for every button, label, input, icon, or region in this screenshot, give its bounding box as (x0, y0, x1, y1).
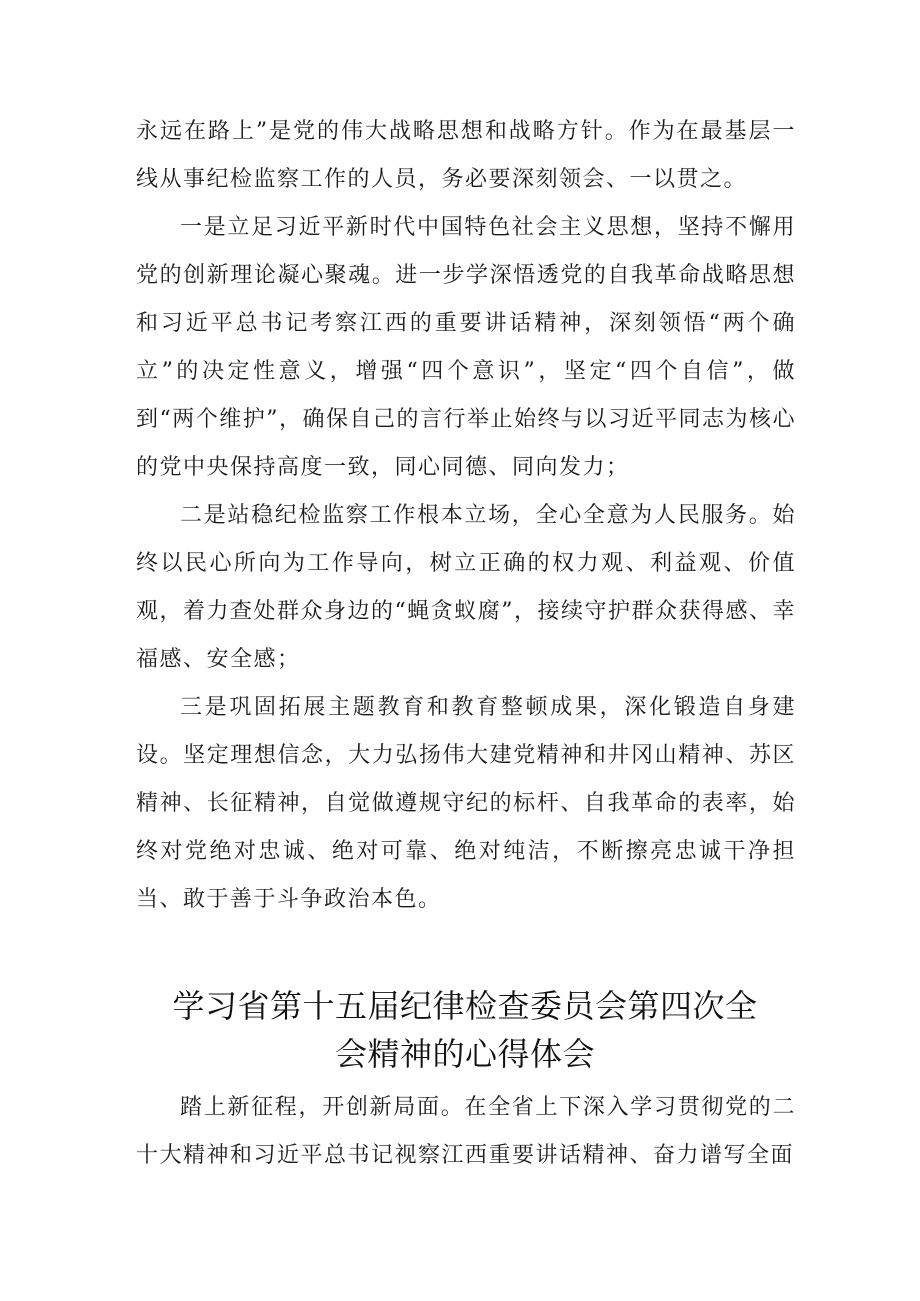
paragraph-point-one: 一是立足习近平新时代中国特色社会主义思想，坚持不懈用党的创新理论凝心聚魂。进一步学深悟透党的自我革命战略思想和习近平总书记考察江西的重要讲话精神，深刻领悟“两个确立”的决定性意义，增强“四个意识”，坚定“四个自信”，做到“两个维护”，确保自己的言行举止始终与以习近平同志为核心的党中央保持高度一致，同心同德、同向发力； (136, 215, 796, 480)
paragraph-point-two: 二是站稳纪检监察工作根本立场，全心全意为人民服务。始终以民心所向为工作导向，树立正确的权力观、利益观、价值观，着力查处群众身边的“蝇贪蚁腐”，接续守护群众获得感、幸福感、安全感； (136, 503, 796, 672)
paragraph-point-three: 三是巩固拓展主题教育和教育整顿成果，深化锻造自身建设。坚定理想信念，大力弘扬伟大建党精神和井冈山精神、苏区精神、长征精神，自觉做遵规守纪的标杆、自我革命的表率，始终对党绝对忠诚、绝对可靠、绝对纯洁，不断擦亮忠诚干净担当、敢于善于斗争政治本色。 (136, 695, 796, 912)
section-title-line-1: 学习省第十五届纪律检查委员会第四次全 (172, 987, 758, 1025)
section-title-line-2: 会精神的心得体会 (334, 1035, 595, 1073)
section-title (120, 982, 810, 1078)
paragraph-intro: 踏上新征程，开创新局面。在全省上下深入学习贯彻党的二十大精神和习近平总书记视察江西重要讲话精神、奋力谱写全面 (136, 1095, 796, 1168)
paragraph-continuation: 永远在路上”是党的伟大战略思想和战略方针。作为在最基层一线从事纪检监察工作的人员，务必要深刻领会、一以贯之。 (136, 119, 796, 192)
